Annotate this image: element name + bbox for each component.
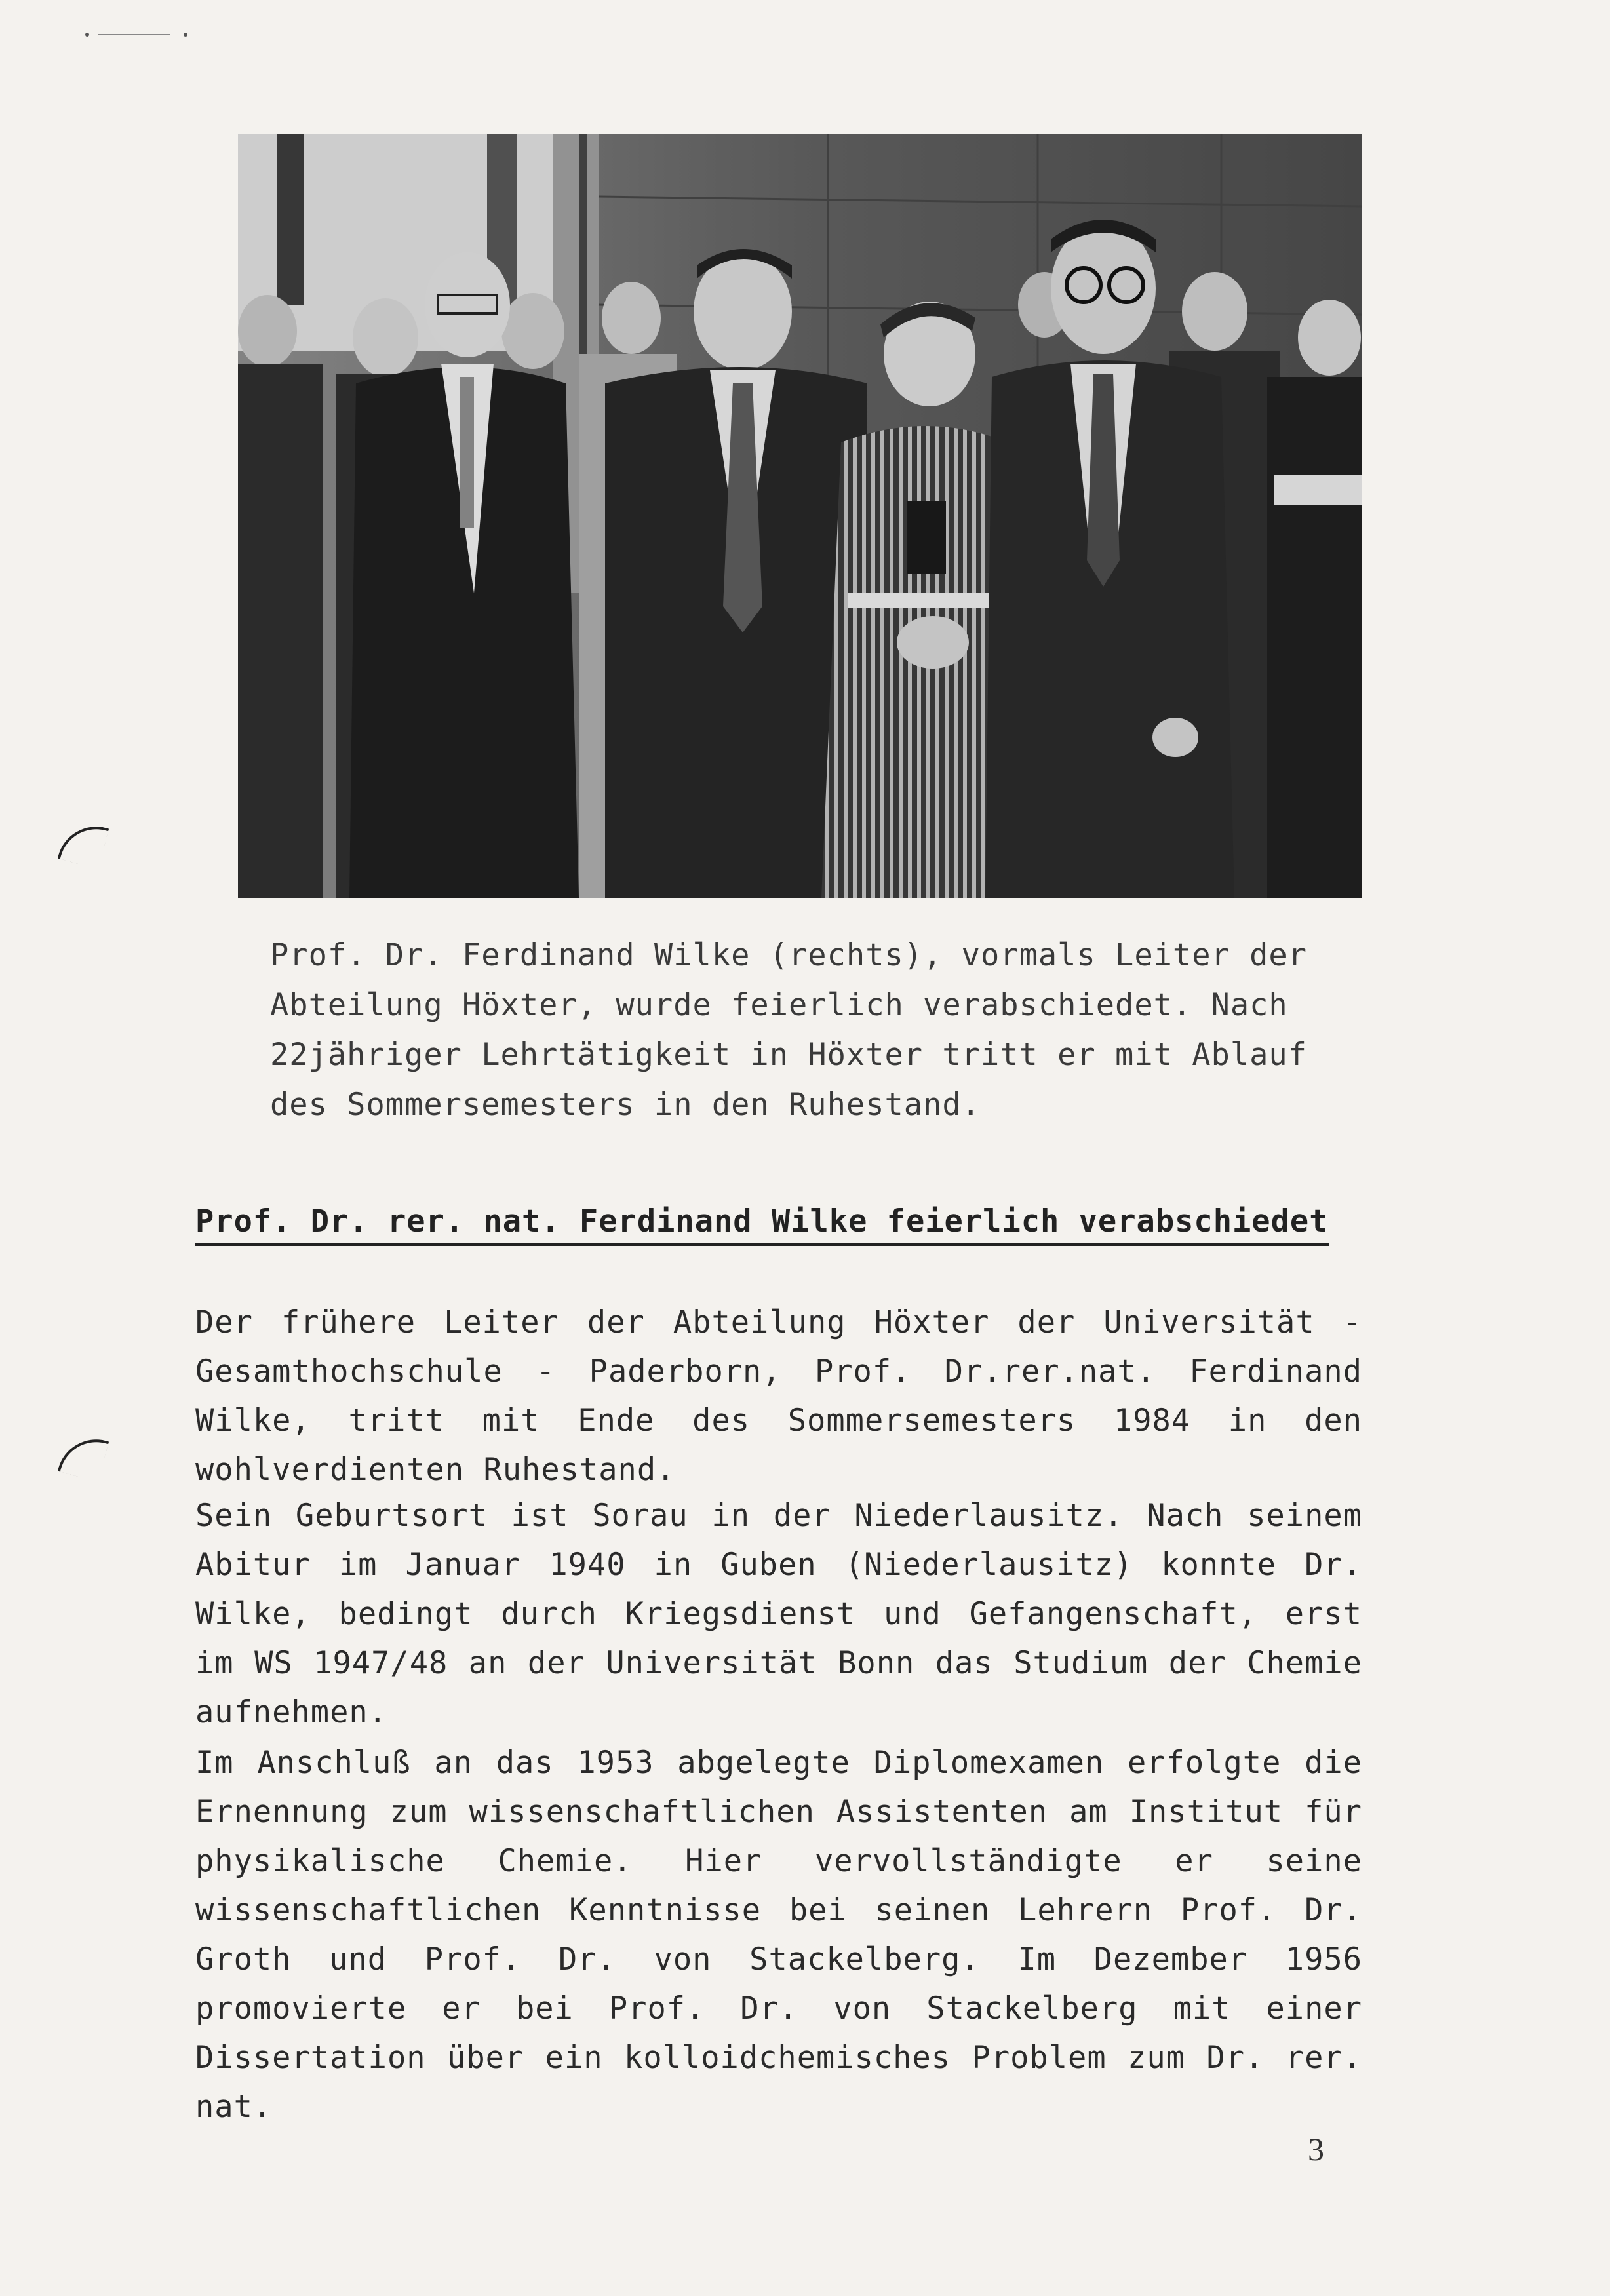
page-number: 3 [1308,2131,1324,2168]
punch-hole-mark [58,1431,109,1482]
paragraph-2: Sein Geburtsort ist Sorau in der Niederlausitz. Nach seinem Abitur im Januar 1940 in Guben (Niederlausitz) konnte Dr. Wilke, bedingt durch Kriegsdienst und Gefangenschaft, erst im WS 1947/48 an der Universität Bonn das Studium der Chemie aufnehmen. [195,1498,1362,1730]
paragraph-3: Im Anschluß an das 1953 abgelegte Diplomexamen erfolgte die Ernennung zum wissenschaftlichen Assistenten am Institut für physikalische Chemie. Hier vervollständigte er seine wissenschaftlichen Kenntnisse bei seinen Lehrern Prof. Dr. Groth und Prof. Dr. von Stackelberg. Im Dezember 1956 promovierte er bei Prof. Dr. von Stackelberg mit einer Dissertation über ein kolloidchemisches Problem zum Dr. rer. nat. [195,1745,1362,2125]
paragraph-1: Der frühere Leiter der Abteilung Höxter der Universität - Gesamthochschule - Paderborn, Prof. Dr.rer.nat. Ferdinand Wilke, tritt mit Ende des Sommersemesters 1984 in den wohlverdienten Ruhestand. [195,1304,1362,1488]
caption-text: Prof. Dr. Ferdinand Wilke (rechts), vormals Leiter der Abteilung Höxter, wurde feierlich verabschiedet. Nach 22jähriger Lehrtätigkeit in Höxter tritt er mit Ablauf des Sommersemesters in den Ruhestand. [270,937,1308,1123]
scan-mark [85,33,190,35]
photo-caption [270,931,1345,1130]
punch-hole-mark [58,818,109,869]
article-headline [195,1199,1375,1249]
group-photo [238,134,1362,898]
headline-text: Prof. Dr. rer. nat. Ferdinand Wilke feierlich verabschiedet [195,1203,1329,1246]
